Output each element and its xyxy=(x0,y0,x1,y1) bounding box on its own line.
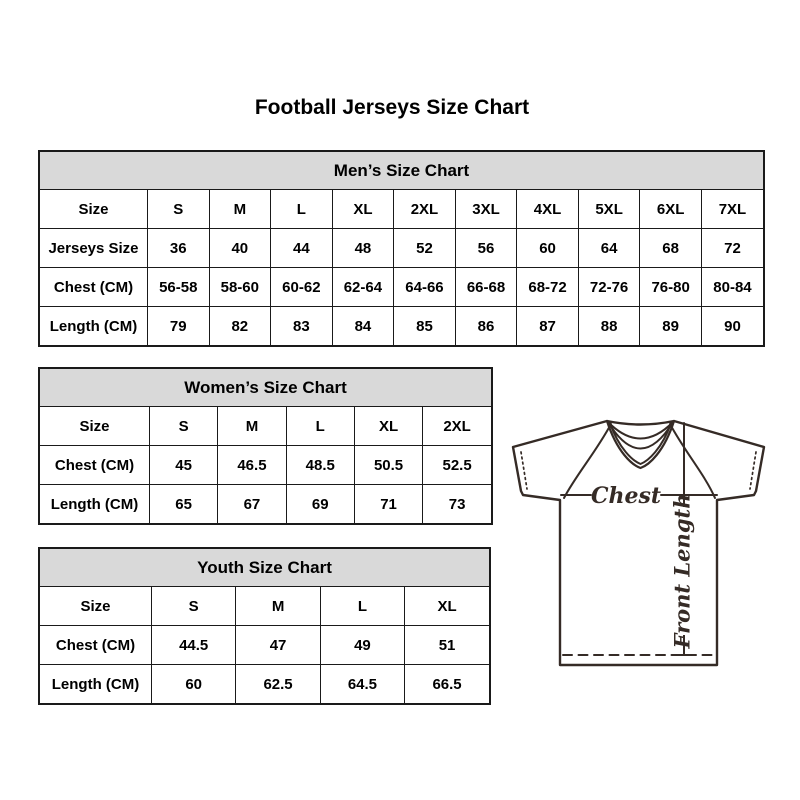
value-cell: L xyxy=(286,407,354,446)
row-label-cell: Size xyxy=(40,407,150,446)
value-cell: S xyxy=(152,587,236,626)
value-cell: 83 xyxy=(271,307,333,346)
value-cell: 64 xyxy=(578,229,640,268)
value-cell: 46.5 xyxy=(218,446,286,485)
mens-size-table xyxy=(40,190,763,345)
value-cell: 51 xyxy=(405,626,489,665)
value-cell: 79 xyxy=(148,307,210,346)
value-cell: 60 xyxy=(517,229,579,268)
value-cell: 68 xyxy=(640,229,702,268)
value-cell: 86 xyxy=(455,307,517,346)
value-cell: 66.5 xyxy=(432,675,462,693)
value-cell: 72 xyxy=(701,229,763,268)
womens-size-table xyxy=(40,407,491,523)
row-label-cell: Jerseys Size xyxy=(40,229,148,268)
page-title: Football Jerseys Size Chart xyxy=(254,96,530,119)
youth-size-table xyxy=(40,587,489,703)
row-label-cell: Size xyxy=(40,190,148,229)
value-cell: 60 xyxy=(152,665,236,704)
value-cell: XL xyxy=(354,407,422,446)
value-cell: 2XL xyxy=(423,407,491,446)
value-cell: XL xyxy=(405,587,489,626)
value-cell: M xyxy=(218,407,286,446)
table-row xyxy=(40,407,491,446)
table-row xyxy=(40,307,763,346)
row-label-cell: Size xyxy=(40,587,152,626)
value-cell: 82 xyxy=(209,307,271,346)
value-cell: 64-66 xyxy=(394,268,456,307)
table-row xyxy=(40,268,763,307)
table-row xyxy=(40,229,763,268)
value-cell: M xyxy=(236,587,320,626)
value-cell: 5XL xyxy=(578,190,640,229)
mens-size-chart-title: Men’s Size Chart xyxy=(40,152,763,190)
row-label-cell: Chest (CM) xyxy=(40,626,152,665)
value-cell: S xyxy=(150,407,218,446)
value-cell: 47 xyxy=(236,626,320,665)
value-cell: 40 xyxy=(209,229,271,268)
youth-size-chart xyxy=(38,547,491,705)
row-label-cell: Length (CM) xyxy=(40,485,150,524)
value-cell: 71 xyxy=(354,485,422,524)
value-cell: 73 xyxy=(448,495,466,513)
value-cell: 69 xyxy=(286,485,354,524)
value-cell: 7XL xyxy=(701,190,763,229)
value-cell: XL xyxy=(332,190,394,229)
value-cell: 60-62 xyxy=(271,268,333,307)
value-cell: 62.5 xyxy=(236,665,320,704)
value-cell: 3XL xyxy=(455,190,517,229)
value-cell: 84 xyxy=(332,307,394,346)
chest-label: Chest xyxy=(590,483,662,509)
value-cell: 44.5 xyxy=(152,626,236,665)
jersey-measurement-diagram xyxy=(504,407,774,679)
value-cell: 68-72 xyxy=(517,268,579,307)
value-cell: 48.5 xyxy=(286,446,354,485)
womens-size-chart-title: Women’s Size Chart xyxy=(40,369,491,407)
value-cell: 64.5 xyxy=(320,665,404,704)
table-row xyxy=(40,626,489,665)
value-cell: M xyxy=(209,190,271,229)
value-cell: 89 xyxy=(640,307,702,346)
value-cell: 87 xyxy=(517,307,579,346)
value-cell: 48 xyxy=(332,229,394,268)
value-cell: 6XL xyxy=(640,190,702,229)
value-cell: 72-76 xyxy=(578,268,640,307)
row-label-cell: Chest (CM) xyxy=(40,268,148,307)
jersey-outline xyxy=(513,421,764,665)
row-label-cell: Length (CM) xyxy=(40,665,152,704)
value-cell: L xyxy=(271,190,333,229)
value-cell: S xyxy=(148,190,210,229)
value-cell: 4XL xyxy=(517,190,579,229)
value-cell: 88 xyxy=(578,307,640,346)
value-cell: 36 xyxy=(148,229,210,268)
mens-size-chart xyxy=(38,150,765,347)
womens-size-chart xyxy=(38,367,493,525)
value-cell: 58-60 xyxy=(209,268,271,307)
value-cell: 90 xyxy=(724,317,741,335)
value-cell: 80-84 xyxy=(701,268,763,307)
row-label-cell: Length (CM) xyxy=(40,307,148,346)
value-cell: 76-80 xyxy=(640,268,702,307)
value-cell: 49 xyxy=(320,626,404,665)
value-cell: 52.5 xyxy=(423,446,491,485)
value-cell: 44 xyxy=(271,229,333,268)
value-cell: 45 xyxy=(150,446,218,485)
table-row xyxy=(40,485,491,524)
table-row xyxy=(40,665,489,704)
youth-size-chart-title: Youth Size Chart xyxy=(40,549,489,587)
value-cell: 56 xyxy=(455,229,517,268)
value-cell: L xyxy=(320,587,404,626)
front-length-label: Front Length xyxy=(669,493,695,649)
value-cell: 52 xyxy=(394,229,456,268)
value-cell: 85 xyxy=(394,307,456,346)
table-row xyxy=(40,587,489,626)
value-cell: 66-68 xyxy=(455,268,517,307)
table-row xyxy=(40,190,763,229)
value-cell: 50.5 xyxy=(354,446,422,485)
row-label-cell: Chest (CM) xyxy=(40,446,150,485)
value-cell: 56-58 xyxy=(148,268,210,307)
value-cell: 65 xyxy=(150,485,218,524)
value-cell: 62-64 xyxy=(332,268,394,307)
value-cell: 2XL xyxy=(394,190,456,229)
table-row xyxy=(40,446,491,485)
value-cell: 67 xyxy=(218,485,286,524)
